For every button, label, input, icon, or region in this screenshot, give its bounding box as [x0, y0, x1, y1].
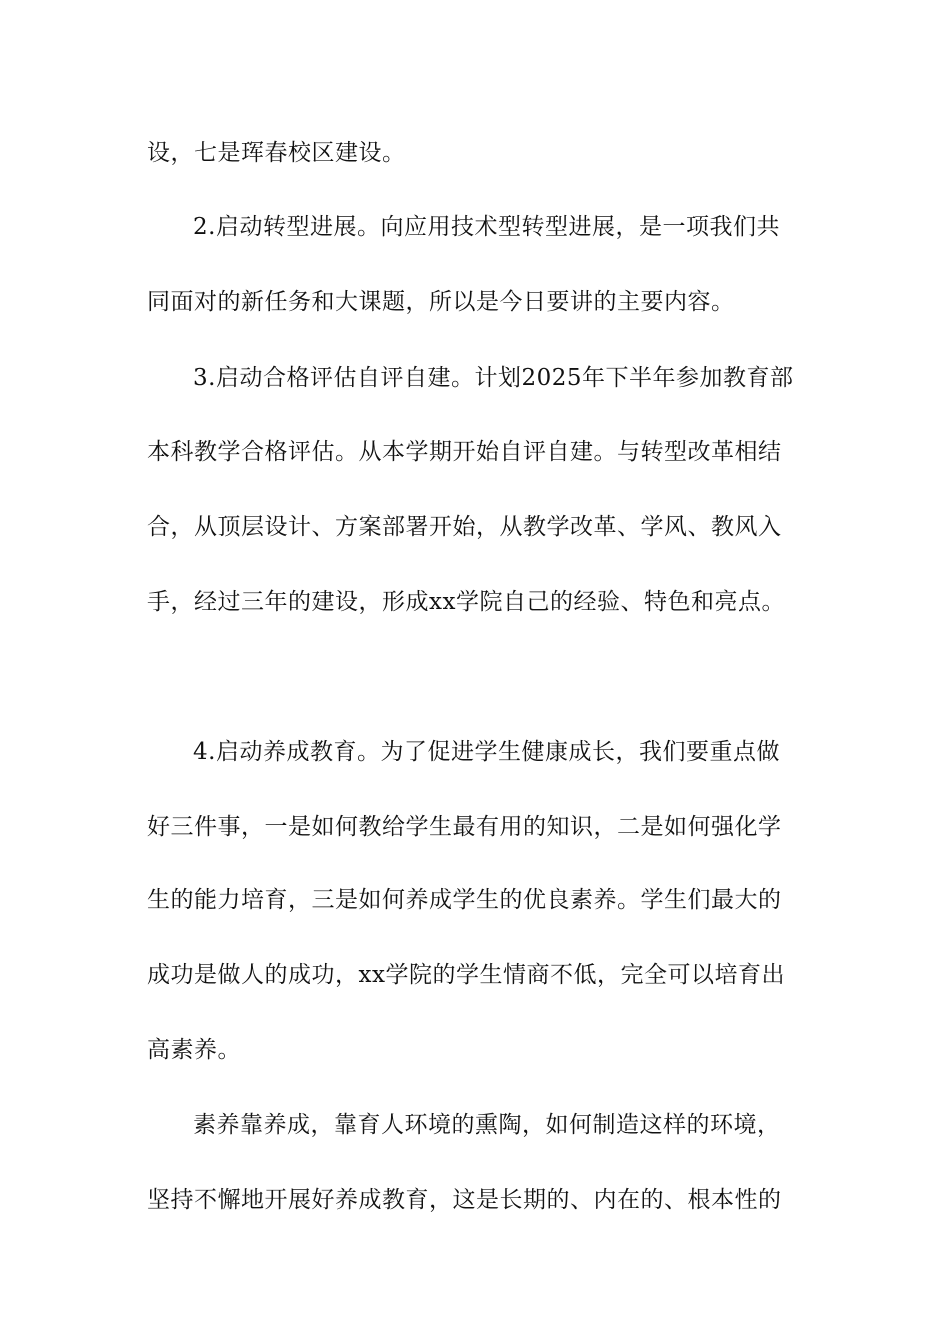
text-line: 4.启动养成教育。为了促进学生健康成长，我们要重点做: [193, 739, 780, 765]
text-line: 合，从顶层设计、方案部署开始，从教学改革、学风、教风入: [147, 514, 782, 540]
text-line: 同面对的新任务和大课题，所以是今日要讲的主要内容。: [147, 289, 735, 315]
text-line: 素养靠养成，靠育人环境的熏陶，如何制造这样的环境，: [193, 1112, 781, 1138]
text-line: 本科教学合格评估。从本学期开始自评自建。与转型改革相结: [147, 439, 782, 465]
text-line: 成功是做人的成功，xx学院的学生情商不低，完全可以培育出: [147, 962, 785, 988]
text-line: 坚持不懈地开展好养成教育，这是长期的、内在的、根本性的: [147, 1187, 782, 1213]
text-line: 好三件事，一是如何教给学生最有用的知识，二是如何强化学: [147, 814, 782, 840]
text-line: 生的能力培育，三是如何养成学生的优良素养。学生们最大的: [147, 887, 782, 913]
text-line: 3.启动合格评估自评自建。计划2025年下半年参加教育部: [193, 365, 794, 391]
text-line: 2.启动转型进展。向应用技术型转型进展，是一项我们共: [193, 214, 780, 240]
text-line: 设，七是珲春校区建设。: [147, 140, 406, 166]
text-line: 高素养。: [147, 1037, 241, 1063]
text-line: 手，经过三年的建设，形成xx学院自己的经验、特色和亮点。: [147, 589, 785, 615]
